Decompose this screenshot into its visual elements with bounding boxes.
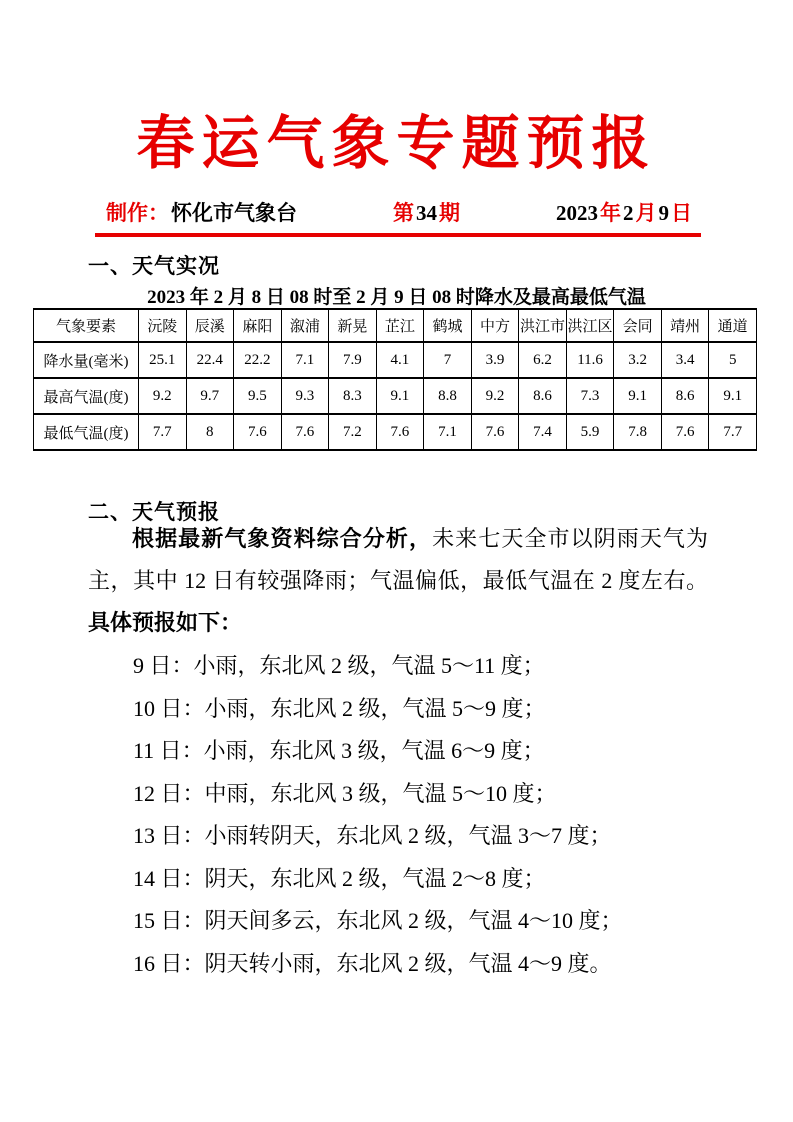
forecast-line-day9: 9 日：小雨，东北风 2 级，气温 5～11 度；	[133, 653, 545, 678]
date-year-unit: 年	[600, 201, 621, 225]
table-header-cell: 洪江市	[519, 309, 567, 342]
forecast-summary-tail: 具体预报如下：	[88, 610, 243, 635]
table-header-cell: 麻阳	[234, 309, 282, 342]
forecast-line-day14: 14 日：阴天，东北风 2 级，气温 2～8 度；	[133, 865, 546, 891]
header-divider-rule	[95, 233, 701, 237]
table-cell: 8.6	[519, 378, 567, 414]
table-cell: 7.6	[471, 414, 519, 450]
forecast-line-day15: 15 日：阴天间多云，东北风 2 级，气温 4～10 度；	[133, 908, 623, 933]
issue-suffix: 期	[439, 201, 460, 225]
table-cell: 8.6	[661, 378, 709, 414]
table-cell: 9.3	[281, 378, 329, 414]
producer-label: 制作：	[106, 201, 169, 225]
date-month: 2	[623, 201, 634, 225]
forecast-line-day11: 11 日：小雨，东北风 3 级，气温 6～9 度；	[133, 738, 545, 763]
table-header-cell: 鹤城	[424, 309, 472, 342]
table-cell: 9.7	[186, 378, 234, 414]
table-header-cell: 会同	[614, 309, 662, 342]
table-cell: 7.4	[519, 414, 567, 450]
table-cell: 25.1	[139, 342, 187, 378]
table-cell: 8	[186, 414, 234, 450]
table-header-cell: 洪江区	[566, 309, 614, 342]
issue-prefix: 第	[393, 201, 414, 225]
table-cell: 7	[424, 342, 472, 378]
table-cell: 22.2	[234, 342, 282, 378]
table-cell: 7.6	[661, 414, 709, 450]
forecast-summary-lead: 根据最新气象资料综合分析，	[132, 526, 433, 551]
forecast-line-day10: 10 日：小雨，东北风 2 级，气温 5～9 度；	[133, 695, 546, 721]
table-cell: 3.4	[661, 342, 709, 378]
issue-date-field	[555, 197, 693, 227]
table-cell: 22.4	[186, 342, 234, 378]
table-header-cell: 靖州	[661, 309, 709, 342]
table-cell: 9.2	[471, 378, 519, 414]
table-row-label: 最低气温(度)	[34, 414, 139, 450]
table-cell: 3.9	[471, 342, 519, 378]
producer-name: 怀化市气象台	[171, 201, 297, 225]
forecast-summary-body: 未来七天全市以阴雨天气为主，其中 12 日有较强降雨；气温偏低，最低气温在 2 度左右。	[88, 526, 708, 593]
forecast-line-day13: 13 日：小雨转阴天，东北风 2 级，气温 3～7 度；	[133, 823, 612, 848]
forecast-summary-paragraph	[88, 518, 708, 644]
table-header-cell: 中方	[471, 309, 519, 342]
table-cell: 8.8	[424, 378, 472, 414]
table-cell: 7.2	[329, 414, 377, 450]
table-header-cell: 溆浦	[281, 309, 329, 342]
daily-forecast-list	[133, 645, 713, 985]
table-cell: 7.6	[234, 414, 282, 450]
table-row-label: 最高气温(度)	[34, 378, 139, 414]
table-cell: 9.1	[376, 378, 424, 414]
table-cell: 7.9	[329, 342, 377, 378]
table-header-cell: 通道	[709, 309, 757, 342]
table-cell: 9.1	[709, 378, 757, 414]
table-cell: 7.6	[376, 414, 424, 450]
table-cell: 9.2	[139, 378, 187, 414]
forecast-line-day12: 12 日：中雨，东北风 3 级，气温 5～10 度；	[133, 780, 557, 806]
table-header-cell: 芷江	[376, 309, 424, 342]
table-cell: 7.3	[566, 378, 614, 414]
table-cell: 8.3	[329, 378, 377, 414]
table-cell: 5	[709, 342, 757, 378]
table-header-cell: 辰溪	[186, 309, 234, 342]
table-row-max-temp	[34, 378, 757, 414]
table-cell: 11.6	[566, 342, 614, 378]
date-month-unit: 月	[635, 201, 657, 225]
table-header-cell: 沅陵	[139, 309, 187, 342]
date-day-unit: 日	[671, 201, 692, 225]
issue-number-field	[392, 197, 461, 227]
table-row-label: 降水量(毫米)	[34, 342, 139, 378]
table-cell: 5.9	[566, 414, 614, 450]
table-cell: 7.1	[281, 342, 329, 378]
table-cell: 7.1	[424, 414, 472, 450]
table-cell: 9.5	[234, 378, 282, 414]
document-title: 春运气象专题预报	[136, 111, 657, 176]
table-row-min-temp	[34, 414, 757, 450]
table-cell: 7.6	[281, 414, 329, 450]
issue-number: 34	[416, 201, 437, 225]
table-header-cell: 新晃	[329, 309, 377, 342]
table-header-cell: 气象要素	[34, 309, 139, 342]
section1-heading: 一、天气实况	[88, 254, 220, 278]
date-day: 9	[658, 201, 669, 225]
table-cell: 7.8	[614, 414, 662, 450]
table-cell: 7.7	[139, 414, 187, 450]
section2-heading: 二、天气预报	[88, 500, 220, 524]
observation-table	[33, 308, 757, 451]
forecast-line-day16: 16 日：阴天转小雨，东北风 2 级，气温 4～9 度。	[133, 950, 612, 976]
table-header-row	[34, 309, 757, 342]
table-row-precipitation	[34, 342, 757, 378]
table-cell: 9.1	[614, 378, 662, 414]
table-cell: 6.2	[519, 342, 567, 378]
producer-field	[105, 197, 298, 227]
observation-table-title: 2023 年 2 月 8 日 08 时至 2 月 9 日 08 时降水及最高最低气温	[147, 287, 646, 308]
date-year: 2023	[556, 201, 598, 225]
table-cell: 3.2	[614, 342, 662, 378]
document-meta-row	[105, 197, 693, 227]
table-cell: 4.1	[376, 342, 424, 378]
table-cell: 7.7	[709, 414, 757, 450]
